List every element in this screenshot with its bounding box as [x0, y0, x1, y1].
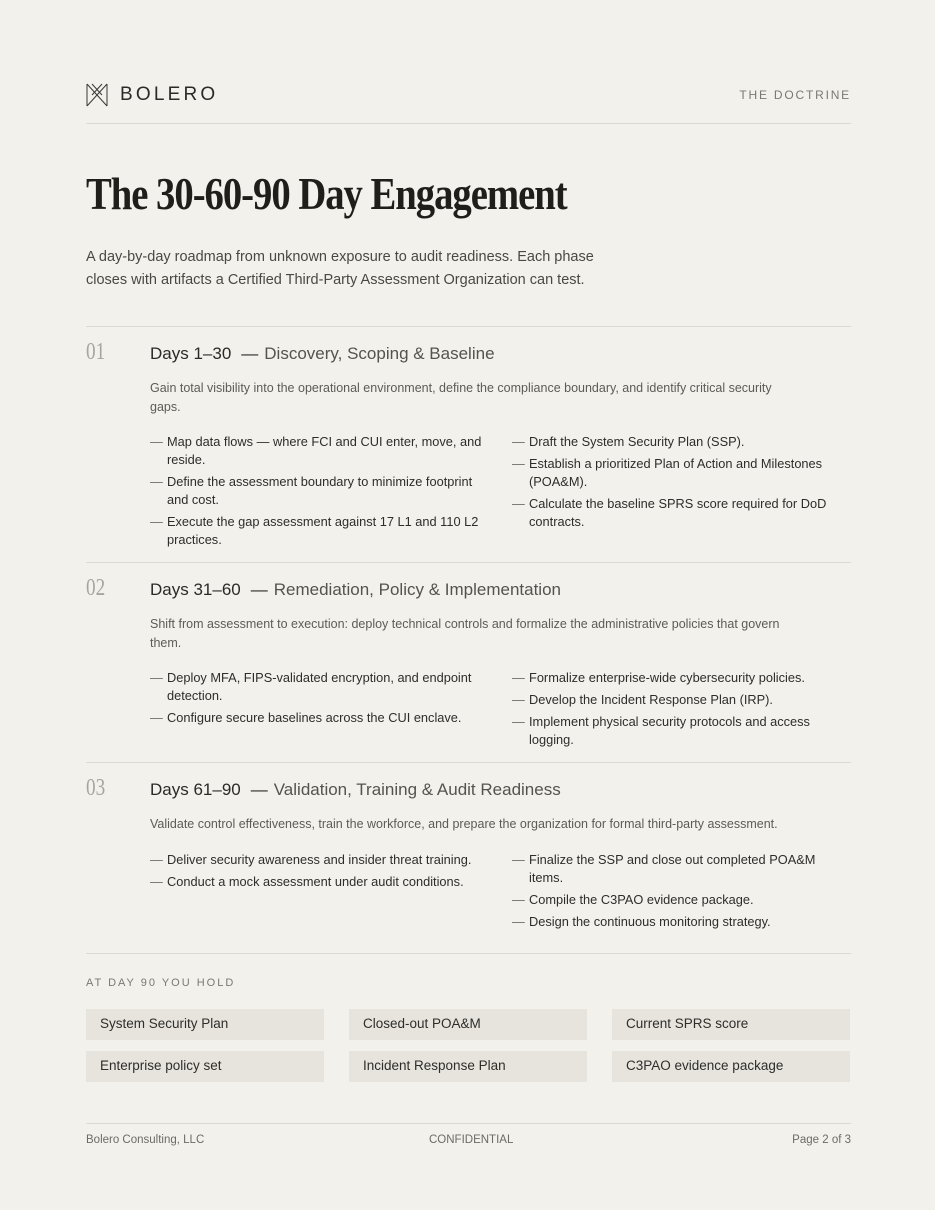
list-item: — Establish a prioritized Plan of Action and Milestones (POA&M).	[512, 455, 837, 491]
section-tag: THE DOCTRINE	[739, 88, 851, 102]
list-item: — Configure secure baselines across the CUI enclave.	[150, 709, 490, 727]
phase-name: Validation, Training & Audit Readiness	[273, 780, 561, 799]
holding-chip: Closed-out POA&M	[349, 1009, 587, 1040]
list-item: — Draft the System Security Plan (SSP).	[512, 433, 837, 451]
list-item: — Develop the Incident Response Plan (IRP).	[512, 691, 837, 709]
phase-number: 03	[86, 775, 106, 801]
phase-dash: —	[241, 344, 259, 363]
footer-company: Bolero Consulting, LLC	[86, 1134, 205, 1146]
list-item: — Compile the C3PAO evidence package.	[512, 891, 837, 909]
list-item: — Define the assessment boundary to minimize footprint and cost.	[150, 473, 490, 509]
phase-left-list	[150, 851, 490, 895]
page-number: Page 2 of 3	[792, 1134, 851, 1146]
phase-heading	[150, 344, 495, 364]
list-item: — Execute the gap assessment against 17 L1 and 110 L2 practices.	[150, 513, 490, 549]
list-item: — Conduct a mock assessment under audit conditions.	[150, 873, 490, 891]
phase-right-list	[512, 669, 837, 753]
holding-chip: Current SPRS score	[612, 1009, 850, 1040]
phase-description: Validate control effectiveness, train the workforce, and prepare the organization for formal third-party assessment.	[150, 817, 778, 831]
phase-section	[86, 562, 851, 763]
phase-right-list	[512, 851, 837, 935]
holdings-label: AT DAY 90 YOU HOLD	[86, 977, 236, 989]
phase-name: Remediation, Policy & Implementation	[273, 580, 561, 599]
list-item: — Design the continuous monitoring strategy.	[512, 913, 837, 931]
brand-name: BOLERO	[120, 84, 219, 105]
phase-dash: —	[250, 780, 268, 799]
phase-days: Days 1–30	[150, 344, 232, 363]
holding-chip: C3PAO evidence package	[612, 1051, 850, 1082]
holding-chip: Enterprise policy set	[86, 1051, 324, 1082]
page-header	[86, 80, 851, 124]
phase-number: 02	[86, 575, 106, 601]
page-footer	[86, 1123, 851, 1153]
list-item: — Implement physical security protocols and access logging.	[512, 713, 837, 749]
phase-left-list	[150, 669, 490, 731]
phase-description: Gain total visibility into the operational environment, define the compliance boundary, and identify critical security gaps.	[150, 381, 772, 414]
list-item: — Finalize the SSP and close out completed POA&M items.	[512, 851, 837, 887]
phase-section	[86, 762, 851, 954]
phase-days: Days 31–60	[150, 580, 241, 599]
holding-chip: Incident Response Plan	[349, 1051, 587, 1082]
brand-logo	[86, 83, 218, 107]
list-item: — Deploy MFA, FIPS-validated encryption, and endpoint detection.	[150, 669, 490, 705]
divider	[86, 953, 851, 954]
phase-heading	[150, 780, 561, 800]
document-page	[86, 0, 851, 1210]
phase-number: 01	[86, 339, 106, 365]
phase-right-list	[512, 433, 837, 535]
list-item: — Formalize enterprise-wide cybersecurity policies.	[512, 669, 837, 687]
bolero-logo-icon	[86, 83, 108, 107]
phase-description: Shift from assessment to execution: deploy technical controls and formalize the administrative policies that govern them.	[150, 617, 780, 650]
phase-heading	[150, 580, 561, 600]
phase-name: Discovery, Scoping & Baseline	[264, 344, 495, 363]
phase-dash: —	[250, 580, 268, 599]
intro-paragraph: A day-by-day roadmap from unknown exposure to audit readiness. Each phase closes with artifacts a Certified Third-Party Assessment Organization can test.	[86, 249, 594, 288]
phase-section	[86, 326, 851, 563]
list-item: — Map data flows — where FCI and CUI enter, move, and reside.	[150, 433, 490, 469]
holding-chip: System Security Plan	[86, 1009, 324, 1040]
page-title: The 30-60-90 Day Engagement	[86, 169, 567, 219]
phase-days: Days 61–90	[150, 780, 241, 799]
footer-classification: CONFIDENTIAL	[429, 1134, 514, 1146]
list-item: — Calculate the baseline SPRS score required for DoD contracts.	[512, 495, 837, 531]
list-item: — Deliver security awareness and insider threat training.	[150, 851, 490, 869]
phase-left-list	[150, 433, 490, 553]
